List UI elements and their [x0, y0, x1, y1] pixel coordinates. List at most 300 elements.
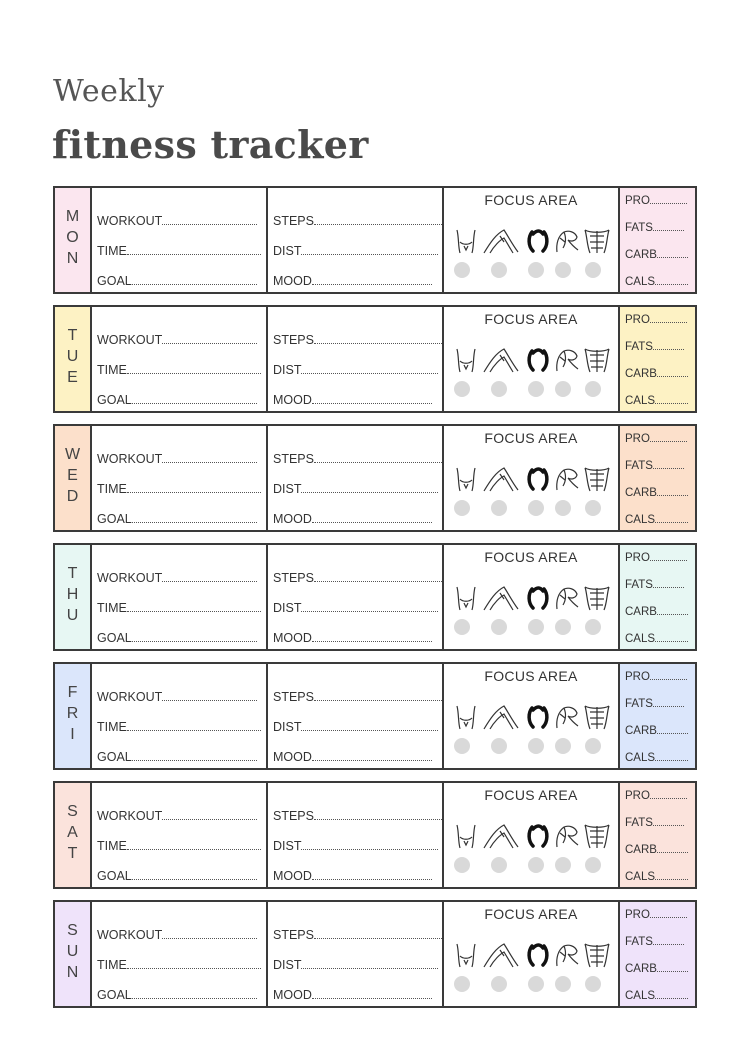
abs-icon: [582, 466, 612, 497]
time-label: TIME: [97, 839, 127, 853]
focus-checkbox[interactable]: [585, 619, 601, 635]
workout-column: [92, 783, 268, 887]
hips-icon: [454, 347, 478, 378]
steps-label: STEPS: [273, 452, 314, 466]
focus-checkbox[interactable]: [555, 619, 571, 635]
focus-checkbox[interactable]: [528, 619, 544, 635]
cals-field[interactable]: [625, 989, 688, 1002]
goal-blank-line[interactable]: [132, 512, 257, 523]
focus-area-column: [444, 902, 620, 1006]
cals-label: CALS: [625, 990, 656, 1002]
dist-field[interactable]: [273, 958, 438, 972]
fats-blank-line[interactable]: [653, 935, 684, 945]
mood-blank-line[interactable]: [312, 750, 432, 761]
carb-blank-line[interactable]: [657, 367, 688, 377]
glutes-icon: [527, 228, 549, 259]
focus-checkbox[interactable]: [454, 381, 470, 397]
cals-field[interactable]: [625, 275, 688, 288]
day-label: [55, 444, 90, 507]
focus-checkbox[interactable]: [555, 381, 571, 397]
focus-checkbox[interactable]: [454, 976, 470, 992]
focus-area-column: [444, 545, 620, 649]
focus-checkbox[interactable]: [528, 976, 544, 992]
time-blank-line[interactable]: [127, 244, 261, 255]
time-field[interactable]: [97, 839, 261, 853]
mood-field[interactable]: [273, 988, 432, 1002]
goal-field[interactable]: [97, 869, 257, 883]
fats-label: FATS: [625, 341, 653, 353]
workout-field[interactable]: [97, 333, 257, 347]
day-label: [55, 682, 90, 745]
carb-blank-line[interactable]: [657, 724, 688, 734]
focus-checkbox[interactable]: [491, 738, 507, 754]
legs-icon: [482, 585, 520, 616]
workout-label: WORKOUT: [97, 690, 163, 704]
focus-checkbox[interactable]: [555, 738, 571, 754]
cals-blank-line[interactable]: [655, 632, 688, 642]
goal-blank-line[interactable]: [132, 750, 257, 761]
goal-blank-line[interactable]: [132, 393, 257, 404]
dist-field[interactable]: [273, 244, 438, 258]
carb-blank-line[interactable]: [657, 486, 688, 496]
fats-blank-line[interactable]: [653, 578, 684, 588]
macros-column: [620, 426, 695, 530]
goal-label: GOAL: [97, 393, 132, 407]
time-label: TIME: [97, 363, 127, 377]
mood-field[interactable]: [273, 512, 432, 526]
day-row: [53, 186, 697, 294]
mood-field[interactable]: [273, 750, 432, 764]
workout-blank-line[interactable]: [162, 452, 257, 463]
time-blank-line[interactable]: [127, 720, 261, 731]
dist-blank-line[interactable]: [301, 839, 438, 850]
day-row: [53, 662, 697, 770]
cals-blank-line[interactable]: [655, 989, 688, 999]
abs-icon: [582, 347, 612, 378]
goal-field[interactable]: [97, 393, 257, 407]
steps-blank-line[interactable]: [314, 214, 442, 225]
glutes-icon: [527, 585, 549, 616]
time-field[interactable]: [97, 244, 261, 258]
legs-icon: [482, 466, 520, 497]
fats-blank-line[interactable]: [653, 340, 684, 350]
fats-blank-line[interactable]: [653, 221, 684, 231]
dist-blank-line[interactable]: [301, 244, 438, 255]
time-field[interactable]: [97, 482, 261, 496]
day-row: [53, 781, 697, 889]
day-letter: A: [67, 824, 78, 841]
carb-field[interactable]: [625, 486, 688, 499]
macros-column: [620, 545, 695, 649]
day-label: [55, 325, 90, 388]
focus-checkbox[interactable]: [585, 857, 601, 873]
focus-checkbox[interactable]: [585, 976, 601, 992]
carb-field[interactable]: [625, 248, 688, 261]
dist-label: DIST: [273, 601, 302, 615]
mood-blank-line[interactable]: [312, 512, 432, 523]
goal-blank-line[interactable]: [132, 274, 257, 285]
cals-label: CALS: [625, 395, 656, 407]
mood-label: MOOD: [273, 750, 312, 764]
fats-blank-line[interactable]: [653, 459, 684, 469]
focus-checkbox[interactable]: [491, 381, 507, 397]
carb-label: CARB: [625, 249, 657, 261]
cals-label: CALS: [625, 752, 656, 764]
fats-label: FATS: [625, 817, 653, 829]
mood-label: MOOD: [273, 274, 312, 288]
title-fitness-tracker: fitness tracker: [52, 122, 369, 167]
day-letter: T: [67, 845, 78, 862]
steps-field[interactable]: [273, 452, 442, 466]
workout-column: [92, 426, 268, 530]
day-letter: E: [67, 369, 78, 386]
steps-blank-line[interactable]: [314, 690, 442, 701]
goal-field[interactable]: [97, 750, 257, 764]
pro-field[interactable]: [625, 670, 687, 683]
pro-label: PRO: [625, 790, 650, 802]
cals-blank-line[interactable]: [655, 275, 688, 285]
day-label: [55, 920, 90, 983]
fats-blank-line[interactable]: [653, 697, 684, 707]
hips-icon: [454, 228, 478, 259]
goal-label: GOAL: [97, 631, 132, 645]
fats-field[interactable]: [625, 221, 684, 234]
workout-field[interactable]: [97, 690, 257, 704]
carb-blank-line[interactable]: [657, 605, 688, 615]
mood-blank-line[interactable]: [312, 631, 432, 642]
focus-checkbox[interactable]: [528, 500, 544, 516]
carb-field[interactable]: [625, 962, 688, 975]
workout-blank-line[interactable]: [162, 333, 257, 344]
day-letter: S: [67, 803, 78, 820]
activity-column: [268, 783, 444, 887]
fats-field[interactable]: [625, 935, 684, 948]
workout-blank-line[interactable]: [162, 571, 257, 582]
focus-area-title: FOCUS AREA: [484, 311, 578, 327]
carb-field[interactable]: [625, 605, 688, 618]
fats-label: FATS: [625, 579, 653, 591]
workout-blank-line[interactable]: [162, 928, 257, 939]
mood-field[interactable]: [273, 393, 432, 407]
arms-icon: [554, 228, 580, 259]
dist-field[interactable]: [273, 839, 438, 853]
time-label: TIME: [97, 720, 127, 734]
macros-column: [620, 307, 695, 411]
focus-checkbox[interactable]: [585, 381, 601, 397]
time-blank-line[interactable]: [127, 958, 261, 969]
pro-label: PRO: [625, 552, 650, 564]
focus-checkbox[interactable]: [555, 857, 571, 873]
activity-column: [268, 307, 444, 411]
dist-blank-line[interactable]: [301, 958, 438, 969]
cals-label: CALS: [625, 871, 656, 883]
goal-blank-line[interactable]: [132, 988, 257, 999]
dist-field[interactable]: [273, 482, 438, 496]
fats-label: FATS: [625, 698, 653, 710]
cals-field[interactable]: [625, 513, 688, 526]
focus-area-title: FOCUS AREA: [484, 549, 578, 565]
steps-blank-line[interactable]: [314, 928, 442, 939]
mood-field[interactable]: [273, 631, 432, 645]
carb-blank-line[interactable]: [657, 962, 688, 972]
carb-blank-line[interactable]: [657, 843, 688, 853]
pro-field[interactable]: [625, 789, 687, 802]
focus-checkbox[interactable]: [454, 500, 470, 516]
time-blank-line[interactable]: [127, 839, 261, 850]
carb-field[interactable]: [625, 724, 688, 737]
time-blank-line[interactable]: [127, 601, 261, 612]
cals-blank-line[interactable]: [655, 870, 688, 880]
pro-blank-line[interactable]: [650, 313, 687, 323]
day-letter: E: [67, 467, 78, 484]
workout-column: [92, 902, 268, 1006]
time-label: TIME: [97, 958, 127, 972]
carb-field[interactable]: [625, 367, 688, 380]
glutes-icon: [527, 823, 549, 854]
goal-field[interactable]: [97, 988, 257, 1002]
focus-area-title: FOCUS AREA: [484, 430, 578, 446]
hips-icon: [454, 466, 478, 497]
pro-blank-line[interactable]: [650, 432, 687, 442]
steps-label: STEPS: [273, 809, 314, 823]
workout-label: WORKOUT: [97, 928, 163, 942]
pro-field[interactable]: [625, 313, 687, 326]
workout-field[interactable]: [97, 809, 257, 823]
abs-icon: [582, 228, 612, 259]
fats-field[interactable]: [625, 578, 684, 591]
pro-blank-line[interactable]: [650, 908, 687, 918]
workout-blank-line[interactable]: [162, 690, 257, 701]
legs-icon: [482, 704, 520, 735]
time-blank-line[interactable]: [127, 363, 261, 374]
title-weekly: Weekly: [53, 74, 165, 109]
activity-column: [268, 426, 444, 530]
mood-blank-line[interactable]: [312, 869, 432, 880]
pro-blank-line[interactable]: [650, 670, 687, 680]
time-field[interactable]: [97, 363, 261, 377]
macros-column: [620, 188, 695, 292]
day-label: [55, 206, 90, 269]
time-field[interactable]: [97, 601, 261, 615]
glutes-icon: [527, 347, 549, 378]
workout-field[interactable]: [97, 571, 257, 585]
focus-checkbox[interactable]: [454, 738, 470, 754]
dist-blank-line[interactable]: [301, 601, 438, 612]
focus-checkbox[interactable]: [454, 857, 470, 873]
day-letter: S: [67, 922, 78, 939]
workout-blank-line[interactable]: [162, 809, 257, 820]
carb-label: CARB: [625, 963, 657, 975]
steps-label: STEPS: [273, 571, 314, 585]
mood-blank-line[interactable]: [312, 274, 432, 285]
focus-checkbox[interactable]: [454, 619, 470, 635]
focus-area-title: FOCUS AREA: [484, 787, 578, 803]
focus-checkbox[interactable]: [454, 262, 470, 278]
abs-icon: [582, 823, 612, 854]
goal-field[interactable]: [97, 512, 257, 526]
cals-blank-line[interactable]: [655, 751, 688, 761]
dist-label: DIST: [273, 720, 302, 734]
legs-icon: [482, 228, 520, 259]
mood-blank-line[interactable]: [312, 393, 432, 404]
mood-label: MOOD: [273, 631, 312, 645]
steps-blank-line[interactable]: [314, 452, 442, 463]
steps-field[interactable]: [273, 214, 442, 228]
fats-field[interactable]: [625, 340, 684, 353]
workout-label: WORKOUT: [97, 452, 163, 466]
dist-field[interactable]: [273, 363, 438, 377]
steps-field[interactable]: [273, 571, 442, 585]
focus-area-column: [444, 783, 620, 887]
carb-blank-line[interactable]: [657, 248, 688, 258]
carb-field[interactable]: [625, 843, 688, 856]
carb-label: CARB: [625, 606, 657, 618]
focus-checkbox[interactable]: [585, 262, 601, 278]
goal-blank-line[interactable]: [132, 869, 257, 880]
pro-label: PRO: [625, 314, 650, 326]
mood-label: MOOD: [273, 869, 312, 883]
workout-field[interactable]: [97, 928, 257, 942]
focus-area-title: FOCUS AREA: [484, 192, 578, 208]
goal-field[interactable]: [97, 631, 257, 645]
pro-label: PRO: [625, 433, 650, 445]
fats-blank-line[interactable]: [653, 816, 684, 826]
cals-field[interactable]: [625, 632, 688, 645]
focus-checkbox[interactable]: [491, 857, 507, 873]
arms-icon: [554, 823, 580, 854]
focus-checkbox[interactable]: [491, 262, 507, 278]
pro-label: PRO: [625, 909, 650, 921]
carb-label: CARB: [625, 725, 657, 737]
glutes-icon: [527, 942, 549, 973]
pro-blank-line[interactable]: [650, 551, 687, 561]
time-field[interactable]: [97, 720, 261, 734]
dist-field[interactable]: [273, 601, 438, 615]
steps-field[interactable]: [273, 928, 442, 942]
dist-blank-line[interactable]: [301, 482, 438, 493]
focus-checkbox[interactable]: [528, 262, 544, 278]
mood-blank-line[interactable]: [312, 988, 432, 999]
hips-icon: [454, 704, 478, 735]
day-row: [53, 900, 697, 1008]
hips-icon: [454, 823, 478, 854]
abs-icon: [582, 704, 612, 735]
workout-field[interactable]: [97, 452, 257, 466]
goal-blank-line[interactable]: [132, 631, 257, 642]
fats-label: FATS: [625, 936, 653, 948]
pro-blank-line[interactable]: [650, 194, 687, 204]
macros-column: [620, 783, 695, 887]
cals-field[interactable]: [625, 394, 688, 407]
pro-field[interactable]: [625, 194, 687, 207]
day-label-column: [55, 307, 92, 411]
focus-checkbox[interactable]: [491, 500, 507, 516]
steps-field[interactable]: [273, 333, 442, 347]
arms-icon: [554, 942, 580, 973]
pro-label: PRO: [625, 195, 650, 207]
focus-checkbox[interactable]: [528, 857, 544, 873]
day-letter: I: [70, 726, 75, 743]
day-label-column: [55, 902, 92, 1006]
pro-field[interactable]: [625, 432, 687, 445]
focus-checkbox[interactable]: [555, 262, 571, 278]
pro-field[interactable]: [625, 908, 687, 921]
workout-field[interactable]: [97, 214, 257, 228]
focus-checkbox[interactable]: [528, 738, 544, 754]
time-blank-line[interactable]: [127, 482, 261, 493]
dist-label: DIST: [273, 839, 302, 853]
day-letter: N: [66, 964, 79, 981]
day-letter: F: [67, 684, 78, 701]
day-letter: T: [67, 327, 78, 344]
carb-label: CARB: [625, 487, 657, 499]
cals-field[interactable]: [625, 751, 688, 764]
macros-column: [620, 902, 695, 1006]
mood-field[interactable]: [273, 274, 432, 288]
fats-field[interactable]: [625, 816, 684, 829]
day-label-column: [55, 545, 92, 649]
fats-field[interactable]: [625, 459, 684, 472]
steps-blank-line[interactable]: [314, 333, 442, 344]
focus-checkbox[interactable]: [555, 500, 571, 516]
focus-checkbox[interactable]: [585, 738, 601, 754]
focus-checkbox[interactable]: [491, 619, 507, 635]
day-label: [55, 563, 90, 626]
cals-blank-line[interactable]: [655, 394, 688, 404]
day-letter: D: [66, 488, 79, 505]
time-field[interactable]: [97, 958, 261, 972]
focus-checkbox[interactable]: [585, 500, 601, 516]
focus-checkbox[interactable]: [491, 976, 507, 992]
steps-field[interactable]: [273, 690, 442, 704]
cals-label: CALS: [625, 514, 656, 526]
steps-field[interactable]: [273, 809, 442, 823]
cals-field[interactable]: [625, 870, 688, 883]
workout-blank-line[interactable]: [162, 214, 257, 225]
steps-blank-line[interactable]: [314, 571, 442, 582]
pro-field[interactable]: [625, 551, 687, 564]
focus-area-column: [444, 307, 620, 411]
pro-blank-line[interactable]: [650, 789, 687, 799]
day-letter: U: [66, 348, 79, 365]
dist-blank-line[interactable]: [301, 720, 438, 731]
dist-field[interactable]: [273, 720, 438, 734]
dist-label: DIST: [273, 482, 302, 496]
legs-icon: [482, 942, 520, 973]
day-row: [53, 305, 697, 413]
abs-icon: [582, 585, 612, 616]
dist-label: DIST: [273, 958, 302, 972]
goal-field[interactable]: [97, 274, 257, 288]
cals-blank-line[interactable]: [655, 513, 688, 523]
dist-blank-line[interactable]: [301, 363, 438, 374]
legs-icon: [482, 823, 520, 854]
focus-checkbox[interactable]: [555, 976, 571, 992]
focus-checkbox[interactable]: [528, 381, 544, 397]
arms-icon: [554, 585, 580, 616]
steps-blank-line[interactable]: [314, 809, 442, 820]
goal-label: GOAL: [97, 988, 132, 1002]
carb-label: CARB: [625, 368, 657, 380]
workout-column: [92, 188, 268, 292]
day-letter: T: [67, 565, 78, 582]
glutes-icon: [527, 466, 549, 497]
mood-field[interactable]: [273, 869, 432, 883]
workout-label: WORKOUT: [97, 809, 163, 823]
dist-label: DIST: [273, 363, 302, 377]
fats-field[interactable]: [625, 697, 684, 710]
day-letter: H: [66, 586, 79, 603]
